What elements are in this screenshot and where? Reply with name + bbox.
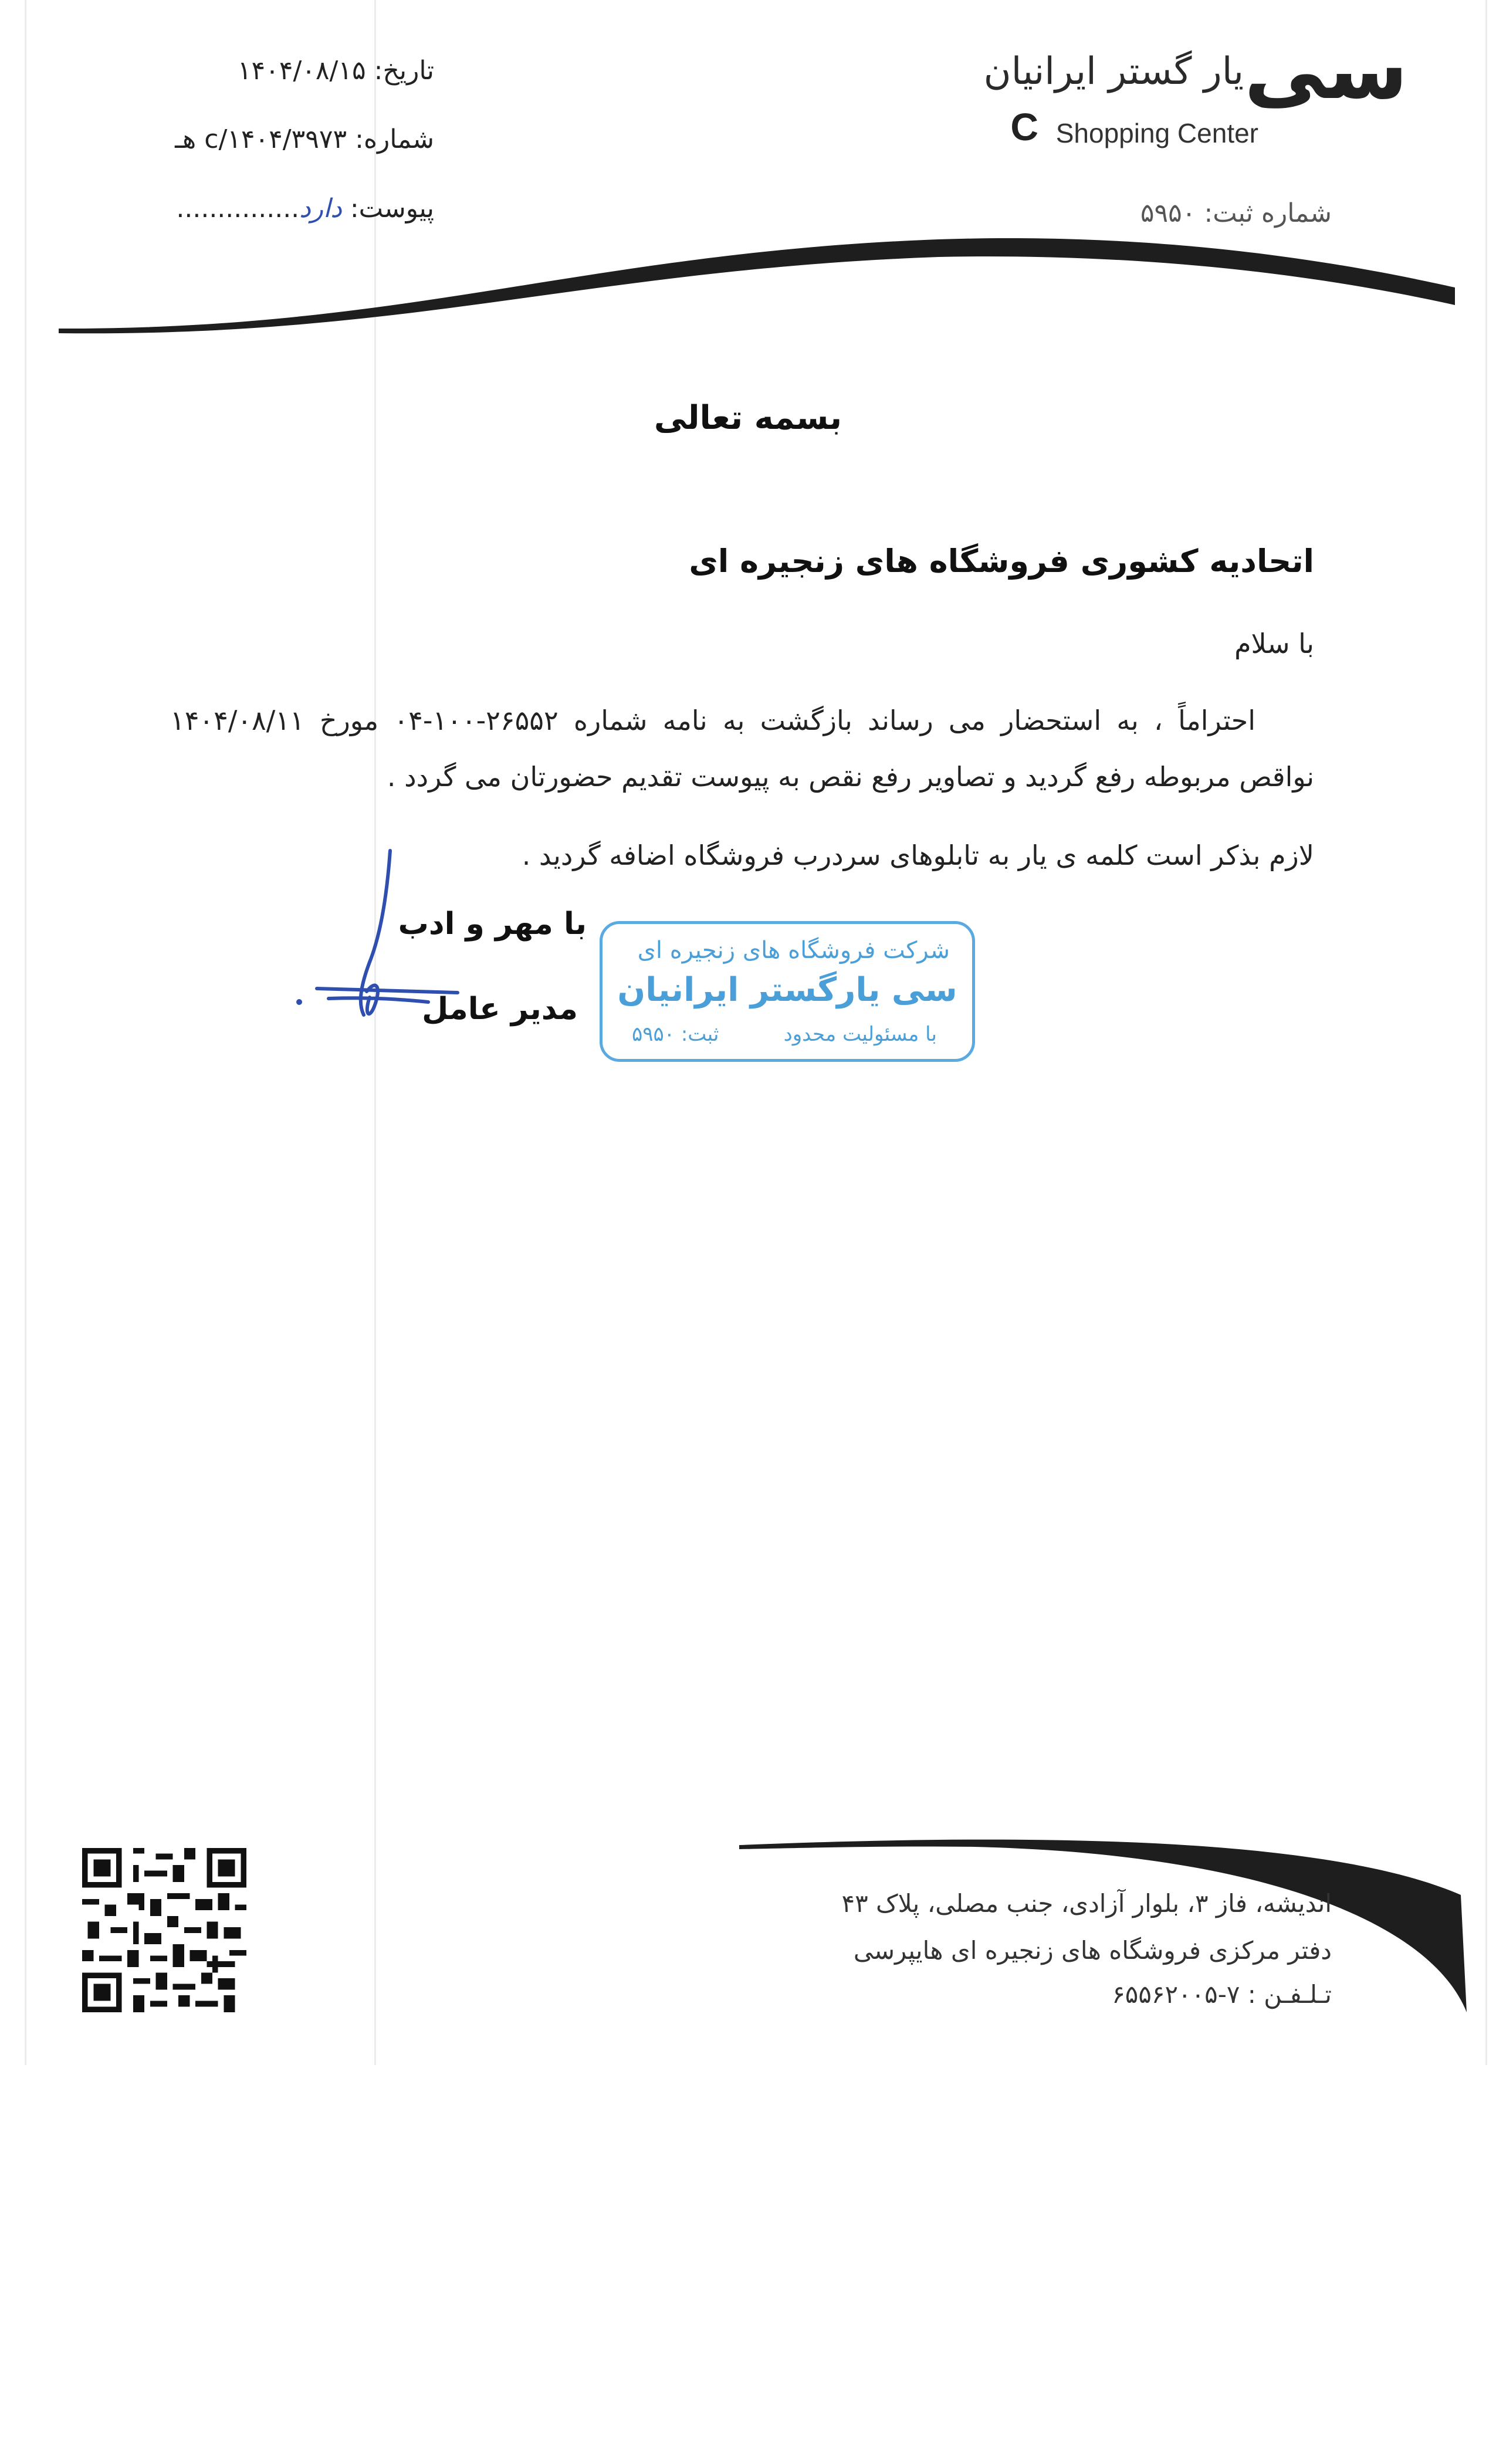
phone-value: ۷-۶۵۵۶۲۰۰۵: [1112, 1980, 1240, 2009]
letter-number: [175, 124, 434, 154]
company-name: یار گستر ایرانیان: [983, 50, 1244, 93]
registration-value: ۵۹۵۰: [1140, 198, 1196, 228]
scan-line-left: [25, 0, 26, 2065]
number-label: شماره:: [355, 124, 434, 154]
stamp-registration: ثبت: ۵۹۵۰: [632, 1023, 719, 1046]
header-swoosh-divider: [59, 229, 1467, 340]
company-stamp: [600, 921, 975, 1062]
greeting: با سلام: [1234, 628, 1314, 659]
scan-line-right: [1485, 0, 1487, 2065]
footer-phone: [1112, 1980, 1332, 2009]
body-paragraph: لازم بذکر است کلمه ی یار به تابلوهای سردرب فروشگاه اضافه گردید .: [522, 840, 1314, 871]
footer-swoosh-divider: [739, 1830, 1473, 2018]
stamp-company-name: سی یارگستر ایرانیان: [617, 971, 957, 1009]
logo-mark: سی: [1244, 22, 1408, 118]
recipient: اتحادیه کشوری فروشگاه های زنجیره ای: [689, 543, 1314, 580]
registration-number: [1140, 198, 1332, 228]
date-label: تاریخ:: [374, 56, 434, 86]
company-english-name: Shopping Center: [1055, 118, 1258, 148]
phone-label: تـلـفـن :: [1247, 1980, 1332, 2009]
handwritten-signature: [293, 845, 540, 1056]
letter-date: [238, 56, 434, 86]
letter-attachment: [176, 194, 434, 224]
signer-title: مدیر عامل: [422, 991, 578, 1027]
date-value: ۱۴۰۴/۰۸/۱۵: [237, 56, 366, 86]
stamp-company-type: شرکت فروشگاه های زنجیره ای: [637, 937, 950, 964]
footer-address: اندیشه، فاز ۳، بلوار آزادی، جنب مصلی، پلاک ۴۳: [841, 1889, 1332, 1918]
closing-phrase: با مهر و ادب: [398, 906, 587, 942]
bismillah-heading: بسمه تعالی: [654, 399, 842, 437]
footer-office: دفتر مرکزی فروشگاه های زنجیره ای هایپرسی: [853, 1936, 1332, 1965]
body-paragraph: احتراماً ، به استحضار می رساند بازگشت به نامه شماره ۲۶۵۵۲-۱۰۰-۰۴ مورخ ۱۴۰۴/۰۸/۱۱ نواقص مربوطه رفع گردید و تصاویر رفع نقص به پیوست تقدیم حضورتان می گردد .: [170, 705, 1314, 793]
logo-letter: C: [1010, 105, 1038, 148]
stamp-liability: با مسئولیت محدود: [783, 1023, 937, 1046]
registration-label: شماره ثبت:: [1204, 198, 1332, 228]
attachment-label: پیوست:: [350, 194, 434, 224]
attachment-value: دارد: [299, 194, 342, 224]
attachment-dots: ...............: [176, 194, 300, 224]
qr-code: [82, 1848, 246, 2012]
number-value: ۳۹۷۳/c/۱۴۰۴ هـ: [175, 124, 347, 154]
